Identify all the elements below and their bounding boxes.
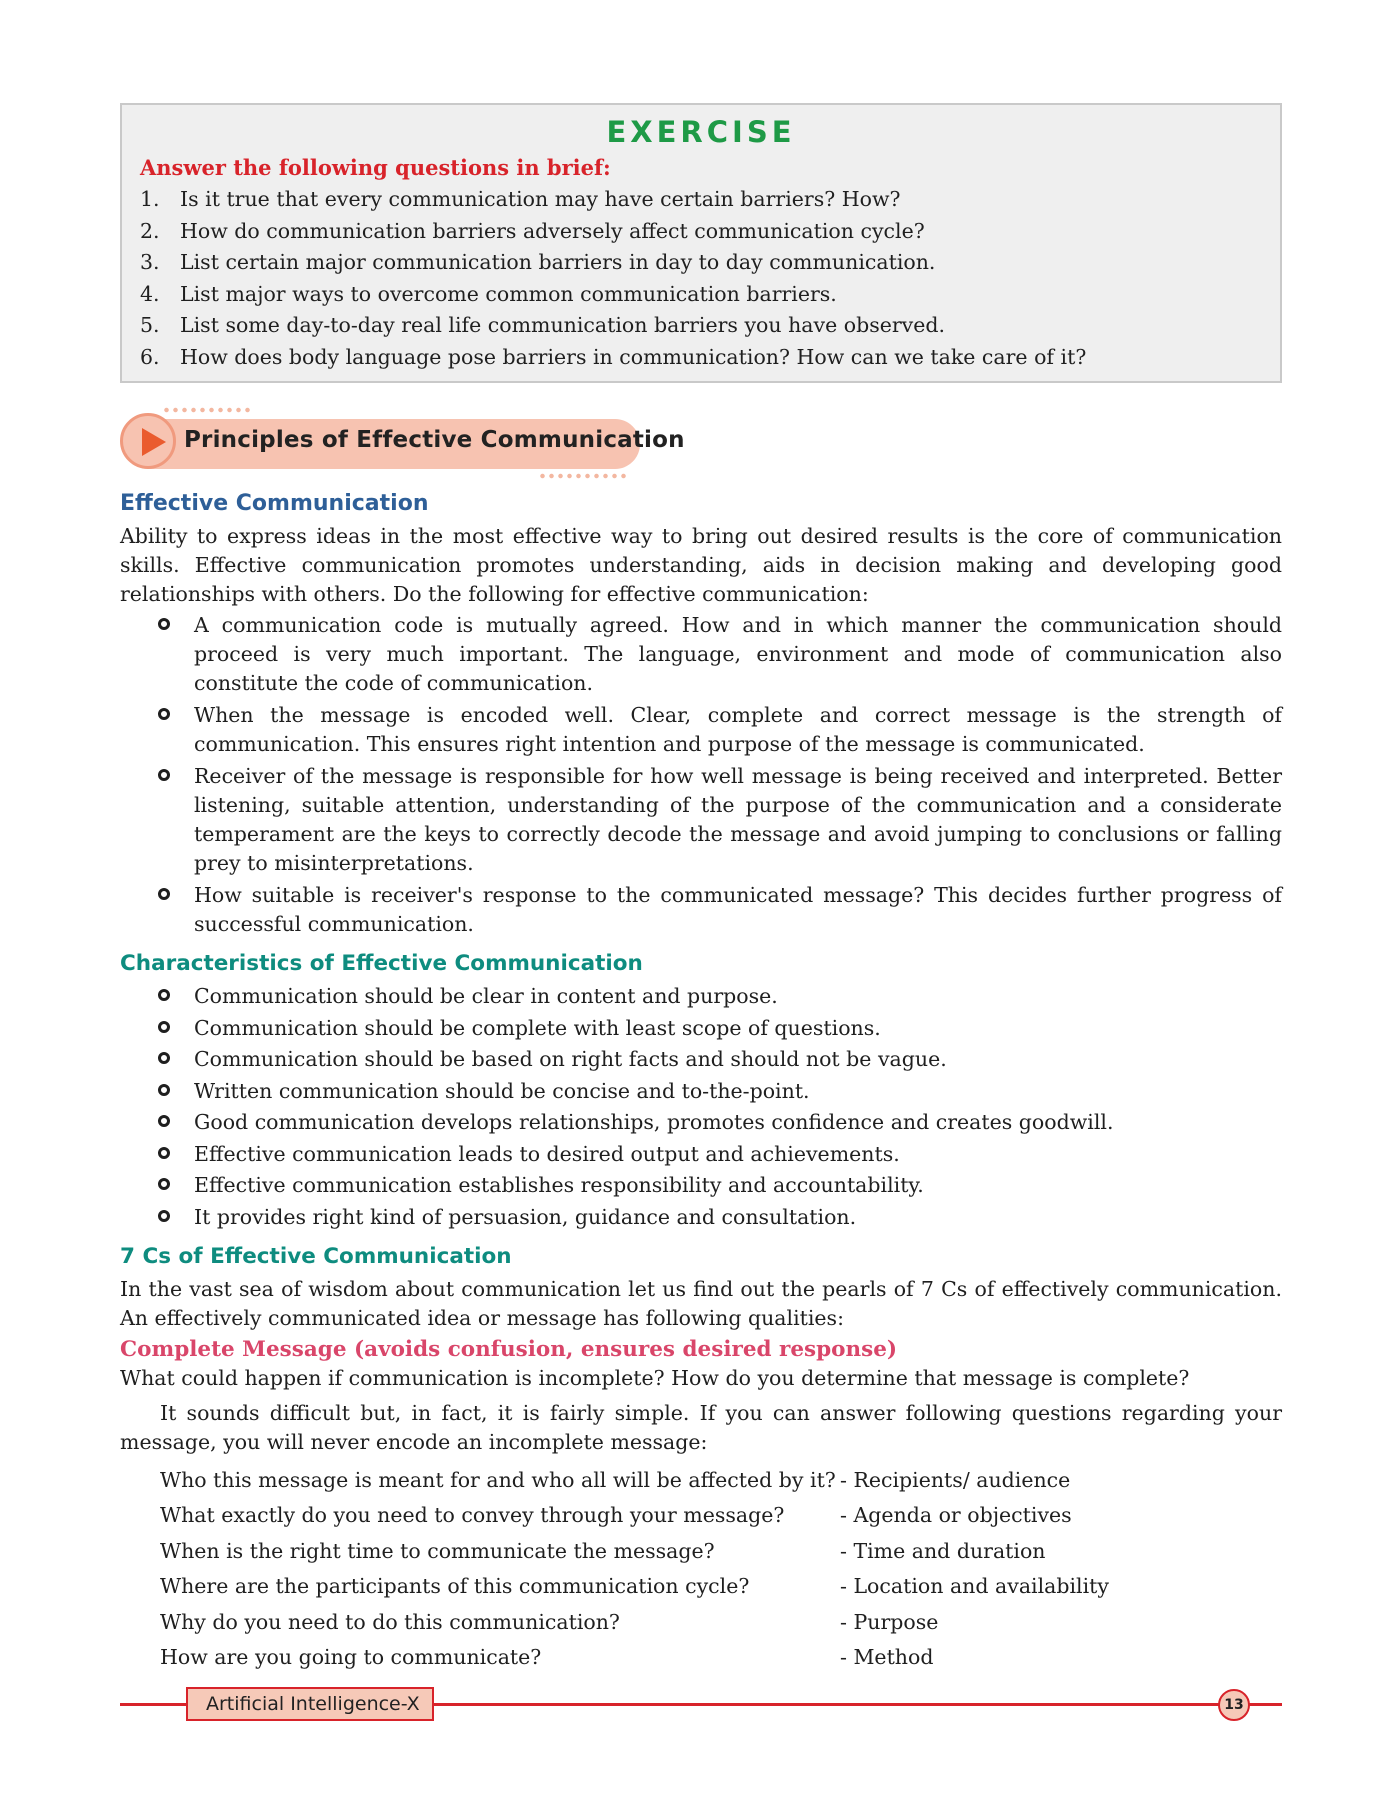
list-item-text: Good communication develops relationships, promotes confidence and creates goodwill. — [194, 1110, 1114, 1134]
exercise-question — [140, 310, 1262, 342]
qa-question: How are you going to communicate? — [160, 1645, 542, 1669]
bullet-icon — [158, 1021, 170, 1033]
exercise-subtitle: Answer the following questions in brief: — [140, 155, 611, 180]
characteristics-list — [120, 982, 1282, 1232]
list-item-text: How suitable is receiver's response to the communicated message? This decides further progress of successful communication. — [194, 883, 1282, 936]
qa-answer: - Recipients/ audience — [840, 1467, 1071, 1492]
table-row — [160, 1498, 1282, 1534]
seven-cs-heading: 7 Cs of Effective Communication — [120, 1243, 512, 1269]
list-item — [120, 1077, 1282, 1106]
exercise-question — [140, 342, 1262, 374]
bullet-icon — [158, 1115, 170, 1127]
list-item-text: A communication code is mutually agreed. How and in which manner the communication should proceed is very much important. The language, environment and mode of communication also constitute the code of communication. — [194, 613, 1282, 695]
decorative-dots — [162, 407, 252, 413]
book-title: Artificial Intelligence-X — [186, 1687, 434, 1721]
question-number: 4. — [140, 281, 160, 306]
list-item-text: Receiver of the message is responsible for how well message is being received and interpreted. Better listening, suitable attention, understanding of the purpose of the communication and a considerate temperament are the keys to correctly decode the message and avoid jumping to conclusions or falling prey to misinterpretations. — [194, 764, 1282, 875]
list-item-text: Effective communication leads to desired output and achievements. — [194, 1141, 900, 1166]
question-answer-table — [160, 1463, 1282, 1676]
page-content — [120, 103, 1282, 1676]
complete-message-question: What could happen if communication is incomplete? How do you determine that message is complete? — [120, 1365, 1190, 1390]
exercise-question — [140, 247, 1262, 279]
table-row — [160, 1640, 1282, 1676]
question-text: List major ways to overcome common communication barriers. — [180, 281, 837, 306]
bullet-icon — [158, 1178, 170, 1190]
bullet-icon — [158, 769, 170, 781]
question-text: List some day-to-day real life communication barriers you have observed. — [180, 313, 946, 337]
table-row — [160, 1463, 1282, 1499]
decorative-dots — [538, 473, 630, 479]
list-item — [120, 982, 1282, 1011]
bullet-icon — [158, 708, 170, 720]
complete-message-paragraph: It sounds difficult but, in fact, it is fairly simple. If you can answer following questions regarding your message, you will never encode an incomplete message: — [120, 1400, 1282, 1454]
list-item-text: Effective communication establishes responsibility and accountability. — [194, 1173, 924, 1197]
table-row — [160, 1569, 1282, 1605]
characteristics-heading: Characteristics of Effective Communication — [120, 951, 643, 976]
bullet-icon — [158, 1147, 170, 1159]
effective-communication-heading: Effective Communication — [120, 491, 429, 516]
list-item — [120, 1140, 1282, 1169]
list-item — [120, 1045, 1282, 1074]
seven-cs-intro: In the vast sea of wisdom about communication let us find out the pearls of 7 Cs of effectively communication. An effectively communicated idea or message has following qualities: — [120, 1276, 1282, 1330]
exercise-question — [140, 216, 1262, 248]
list-item — [120, 1203, 1282, 1232]
qa-answer: - Purpose — [840, 1609, 939, 1634]
bullet-icon — [158, 888, 170, 900]
list-item — [120, 881, 1282, 939]
list-item-text: Written communication should be concise and to-the-point. — [194, 1078, 810, 1103]
question-number: 2. — [140, 218, 160, 243]
section-banner — [120, 409, 1282, 481]
list-item-text: Communication should be based on right facts and should not be vague. — [194, 1047, 947, 1071]
question-number: 6. — [140, 344, 160, 369]
qa-question: What exactly do you need to convey through your message? — [160, 1503, 785, 1527]
effective-communication-intro: Ability to express ideas in the most effective way to bring out desired results is the core of communication skills. Effective communication promotes understanding, aids in decision making and developing good relationships with others. Do the following for effective communication: — [120, 524, 1282, 606]
exercise-question — [140, 184, 1262, 216]
qa-answer: - Location and availability — [840, 1574, 1109, 1598]
list-item — [120, 762, 1282, 878]
question-number: 1. — [140, 187, 160, 211]
page-footer — [120, 1683, 1282, 1723]
bullet-icon — [158, 1084, 170, 1096]
exercise-question-list — [140, 184, 1262, 373]
bullet-icon — [158, 1052, 170, 1064]
list-item-text: Communication should be complete with least scope of questions. — [194, 1015, 881, 1040]
list-item — [120, 1014, 1282, 1043]
exercise-question — [140, 279, 1262, 311]
exercise-title: EXERCISE — [606, 115, 796, 149]
question-number: 5. — [140, 313, 160, 337]
bullet-icon — [158, 1210, 170, 1222]
list-item-text: It provides right kind of persuasion, guidance and consultation. — [194, 1204, 857, 1229]
list-item-text: Communication should be clear in content and purpose. — [194, 984, 778, 1008]
effective-communication-list — [120, 611, 1282, 939]
section-title: Principles of Effective Communication — [184, 427, 685, 453]
qa-answer: - Agenda or objectives — [840, 1503, 1072, 1527]
bullet-icon — [158, 989, 170, 1001]
qa-question: Who this message is meant for and who all will be affected by it? — [160, 1467, 836, 1492]
question-number: 3. — [140, 250, 160, 274]
qa-answer: - Time and duration — [840, 1538, 1046, 1563]
question-text: How do communication barriers adversely affect communication cycle? — [180, 218, 925, 243]
list-item — [120, 611, 1282, 698]
bullet-icon — [158, 618, 170, 630]
list-item-text: When the message is encoded well. Clear, complete and correct message is the strength of communication. This ensures right intention and purpose of the message is communicated. — [194, 703, 1282, 756]
qa-question: Why do you need to do this communication? — [160, 1609, 620, 1634]
exercise-box — [120, 103, 1282, 383]
question-text: Is it true that every communication may have certain barriers? How? — [180, 187, 901, 211]
page-number: 13 — [1218, 1689, 1250, 1721]
list-item — [120, 701, 1282, 759]
complete-message-heading: Complete Message (avoids confusion, ensures desired response) — [120, 1336, 898, 1362]
list-item — [120, 1171, 1282, 1200]
qa-answer: - Method — [840, 1645, 934, 1669]
question-text: List certain major communication barriers in day to day communication. — [180, 250, 936, 274]
table-row — [160, 1605, 1282, 1641]
question-text: How does body language pose barriers in communication? How can we take care of it? — [180, 344, 1087, 369]
qa-question: Where are the participants of this communication cycle? — [160, 1574, 750, 1598]
table-row — [160, 1534, 1282, 1570]
play-icon — [120, 413, 176, 469]
list-item — [120, 1108, 1282, 1137]
qa-question: When is the right time to communicate the message? — [160, 1538, 715, 1563]
